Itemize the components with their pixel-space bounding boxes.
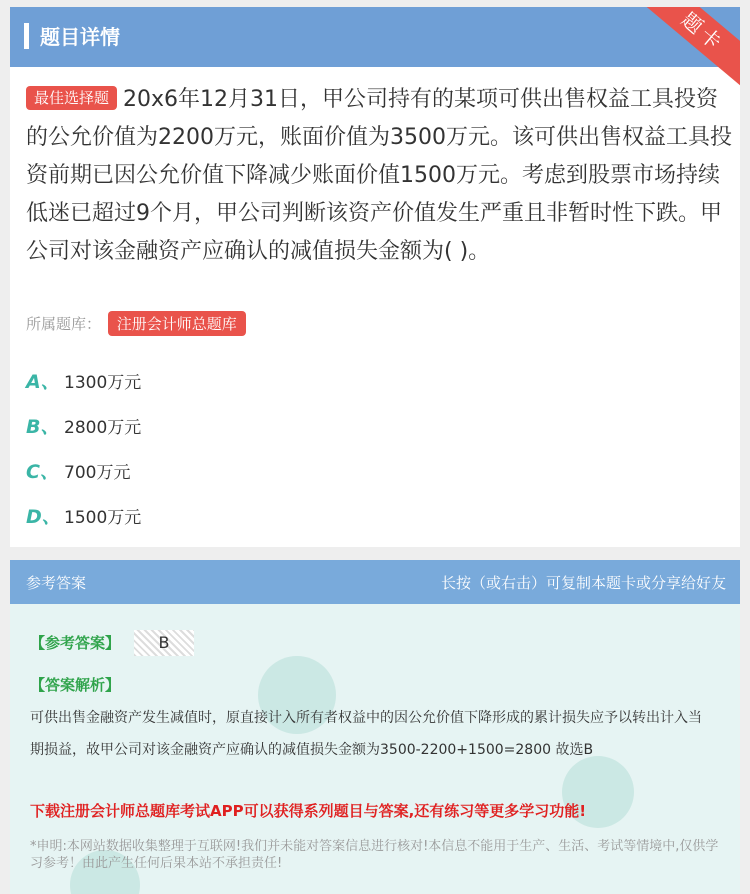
option-letter: A、: [26, 371, 60, 393]
answer-section-title: 参考答案: [26, 574, 87, 592]
question-type-badge: 最佳选择题: [26, 86, 117, 110]
option-text: 700万元: [64, 463, 131, 483]
copy-share-hint: 长按（或右击）可复制本题卡或分享给好友: [440, 574, 726, 592]
answer-header: [10, 560, 740, 604]
question-text-block: [26, 81, 732, 271]
option-letter: B、: [26, 416, 60, 438]
analysis-label: 【答案解析】: [30, 676, 121, 694]
bank-name-badge[interactable]: 注册会计师总题库: [108, 311, 246, 336]
question-text: 20x6年12月31日，甲公司持有的某项可供出售权益工具投资的公允价值为2200万元，账面价值为3500万元。该可供出售权益工具投资前期已因公允价值下降减少账面价值1500万元。考虑到股票市场持续低迷已超过9个月，甲公司判断该资产价值发生严重且非暂时性下跌。甲公司对该金融资产应确认的减值损失金额为( )。: [26, 87, 732, 264]
option-letter: C、: [26, 461, 59, 483]
option-a[interactable]: [26, 367, 141, 394]
option-b[interactable]: [26, 412, 141, 439]
header-accent-bar: [24, 23, 29, 49]
option-c[interactable]: [26, 457, 130, 484]
question-card: [10, 7, 740, 547]
analysis-text: 可供出售金融资产发生减值时，原直接计入所有者权益中的因公允价值下降形成的累计损失应予以转出计入当期损益，故甲公司对该金融资产应确认的减值损失金额为3500-2200+1500=2800 故选B: [30, 710, 702, 758]
option-letter: D、: [26, 506, 61, 528]
answer-card: [10, 560, 740, 894]
card-header: [10, 7, 740, 67]
option-d[interactable]: [26, 502, 141, 529]
option-text: 1300万元: [64, 373, 142, 393]
page-title: 题目详情: [40, 25, 120, 49]
bank-label: 所属题库：: [26, 315, 102, 333]
corner-tag: 题卡: [635, 7, 740, 93]
answer-value: B: [134, 630, 194, 656]
question-bank-row: [26, 311, 246, 336]
answer-label: 【参考答案】: [30, 634, 121, 652]
option-text: 1500万元: [64, 508, 142, 528]
app-download-promo[interactable]: 下载注册会计师总题库考试APP可以获得系列题目与答案,还有练习等更多学习功能!: [30, 802, 587, 820]
option-text: 2800万元: [64, 418, 142, 438]
disclaimer: *申明:本网站数据收集整理于互联网!我们并未能对答案信息进行核对!本信息不能用于生产、生活、考试等情境中,仅供学习参考！由此产生任何后果本站不承担责任!: [30, 839, 719, 871]
